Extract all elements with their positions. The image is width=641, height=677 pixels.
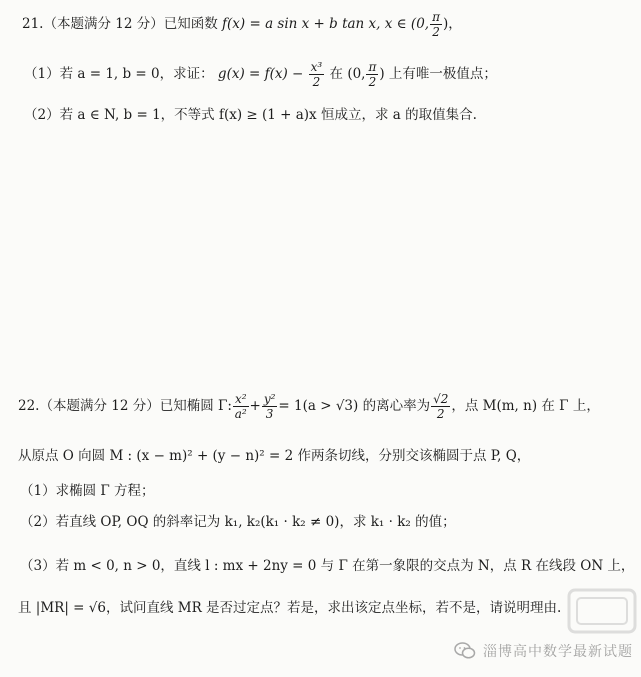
watermark — [453, 639, 633, 663]
q21-header-line — [0, 10, 641, 39]
q22-part3b: 且 |MR| = √6，试问直线 MR 是否过定点？若是，求出该定点坐标，若不是，请说明理由. — [18, 600, 562, 616]
q22-circle-text: 从原点 O 向圆 M : (x − m)² + (y − n)² = 2 作两条切线，分别交该椭圆于点 P, Q， — [18, 448, 531, 464]
q22-part3-line — [0, 556, 641, 576]
q21-header: 21.（本题满分 12 分）已知函数 — [22, 16, 218, 32]
q22-plus: + — [249, 398, 261, 414]
q21-part2-line — [0, 105, 641, 125]
q21-part2: （2）若 a ∈ N, b = 1，不等式 f(x) ≥ (1 + a)x 恒成立，求 a 的取值集合. — [24, 107, 477, 123]
q21-interval-fraction: $\frac{\pi}{2}$ — [432, 10, 440, 39]
q21-part1-interval-fraction: $\frac{\pi}{2}$ — [368, 60, 377, 89]
q21-function: f(x) = a sin x + b tan x, x ∈ (0, — [222, 16, 430, 32]
q21-part1-g: g(x) = f(x) − — [217, 66, 304, 82]
q22-cond: (a > √3) 的离心率为 — [302, 398, 431, 414]
watermark-text: 淄博高中数学最新试题 — [483, 644, 633, 660]
wechat-icon — [453, 639, 477, 663]
q22-after: ，点 M(m, n) 在 Γ 上， — [451, 398, 600, 414]
stamp-watermark — [567, 588, 637, 634]
q22-part2: （2）若直线 OP, OQ 的斜率记为 k₁, k₂(k₁ · k₂ ≠ 0)，求 k₁ · k₂ 的值； — [20, 514, 456, 530]
q22-header-line — [0, 392, 641, 421]
q21-close: )， — [442, 16, 462, 32]
q22-x-fraction: $\frac{\text{x²}}{\text{a²}}$ — [234, 392, 247, 421]
q21-part1-fraction: $\frac{\text{x³}}{2}$ — [310, 60, 323, 89]
q22-part1-line — [0, 481, 641, 501]
q22-eq: = 1 — [278, 398, 303, 414]
q22-ecc-fraction: $\frac{√2}{2}$ — [433, 392, 449, 421]
q21-part1-line — [0, 60, 641, 89]
q22-part2-line — [0, 512, 641, 532]
q21-part1-prefix: （1）若 a = 1, b = 0，求证： — [24, 66, 214, 82]
q21-part1-post: ) 上有唯一极值点； — [379, 66, 497, 82]
q22-part3: （3）若 m < 0, n > 0，直线 l : mx + 2ny = 0 与 Γ 在第一象限的交点为 N，点 R 在线段 ON 上， — [20, 558, 635, 574]
q22-part1: （1）求椭圆 Γ 方程； — [20, 483, 155, 499]
q22-line2 — [0, 446, 641, 466]
q22-y-fraction: $\frac{\text{y²}}{3}$ — [263, 392, 276, 421]
q22-part3b-line — [0, 598, 641, 618]
q21-part1-in: 在 (0, — [329, 66, 366, 82]
q22-header: 22.（本题满分 12 分）已知椭圆 Γ: — [18, 398, 232, 414]
